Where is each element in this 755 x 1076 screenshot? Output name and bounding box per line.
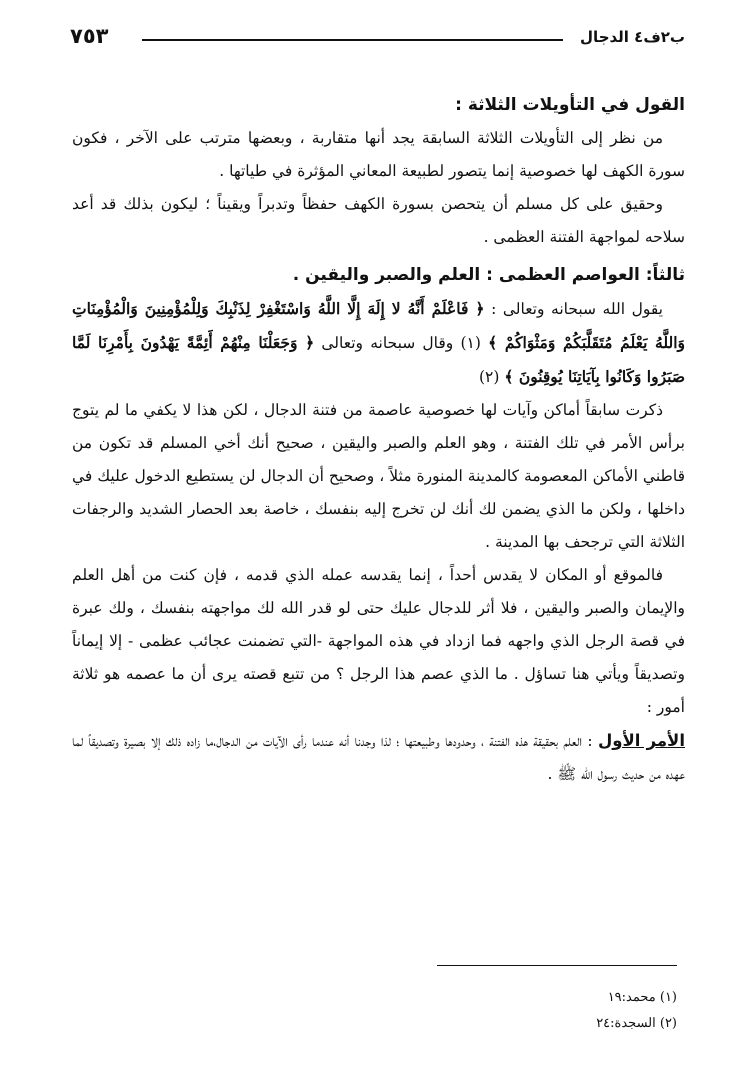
quran-verse-1: ﴿ فَاعْلَمْ أَنَّهُ لا إِلَهَ إِلَّا اللَّهُ وَاسْتَغْفِرْ لِذَنْبِكَ وَلِلْمُؤْمِنِينَ وَالْمُؤْمِنَاتِ وَاللَّهُ يَعْلَمُ مُتَقَلَّبَكُمْ وَمَثْوَاكُمْ ﴾ — [72, 299, 685, 352]
paragraph-5 — [72, 724, 685, 791]
paragraph-3: ذكرت سابقاً أماكن وآيات لها خصوصية عاصمة من فتنة الدجال ، لكن هذا لا يكفي ما لم يتوج برأس الأمر في تلك الفتنة ، وهو العلم والصبر واليقين ، صحيح أنك أخي المسلم قد تكون من قاطني الأماكن المعصومة كالمدينة المنورة مثلاً ، وصحيح أن الدجال لن يستطيع الدخول عليك في داخلها ، ولكن ما الذي يضمن لك أنك لن تخرج إليه بنفسك ، خاصة بعد الحصار الشديد والرجفات الثلاثة التي ترجحف بها المدينة . — [72, 401, 685, 551]
section-heading-safeguards: ثالثاً: العواصم العظمى : العلم والصبر واليقين . — [292, 265, 685, 285]
paragraph-4: فالموقع أو المكان لا يقدس أحداً ، إنما يقدسه عمله الذي قدمه ، فإن كنت من أهل العلم والإيمان والصبر واليقين ، فلا أثر للدجال عليك حتى لو قدر الله لك مواجهته بنفسك ، ولك عبرة في قصة الرجل الذي واجهه فما ازداد في هذه المواجهة -التي تضمنت عجائب عظمى - إلا إيماناً وتصديقاً ويأتي هنا تساؤل . ما الذي عصم هذا الرجل ؟ من تتبع قصته يرى أن ما عصمه هو ثلاثة أمور : — [72, 566, 685, 716]
footnote-ref-1: (١) — [460, 334, 481, 352]
footnote-rule — [437, 965, 677, 966]
footnote-2: (٢) السجدة:٢٤ — [596, 1016, 677, 1031]
header-rule — [142, 39, 563, 41]
footnote-ref-2: (٢) — [478, 368, 500, 386]
first-matter-text: : العلم بحقيقة هذه الفتنة ، وحدودها وطبيعتها ؛ لذا وجدنا أنه عندما رأى الآيات من الدجال،ما زاده ذلك إلا بصيرة وتصديقاً لما عهده من حديث رسول الله ﷺ . — [72, 732, 685, 783]
verse-intro: يقول الله سبحانه وتعالى : — [491, 300, 663, 318]
verse-paragraph — [72, 292, 685, 394]
running-head: ب٢ف٤ الدجال — [580, 28, 685, 46]
first-matter-label: الأمر الأول — [597, 731, 685, 750]
verse2-intro: وقال سبحانه وتعالى — [321, 334, 454, 352]
body-text — [72, 88, 685, 791]
paragraph-1: من نظر إلى التأويلات الثلاثة السابقة يجد أنها متقاربة ، وبعضها مترتب على الآخر ، فكون سورة الكهف لها خصوصية إنما يتصور لطبيعة المعاني المؤثرة في طياتها . — [72, 129, 685, 180]
section-heading-interpretations: القول في التأويلات الثلاثة : — [455, 95, 685, 115]
page-number: ٧٥٣ — [70, 24, 109, 48]
page-header — [70, 22, 685, 58]
quran-verse-2: ﴿ وَجَعَلْنَا مِنْهُمْ أَئِمَّةً يَهْدُونَ بِأَمْرِنَا لَمَّا صَبَرُوا وَكَانُوا بِآيَاتِنَا يُوقِنُونَ ﴾ — [72, 333, 685, 386]
footnotes — [596, 985, 677, 1037]
footnote-1: (١) محمد:١٩ — [607, 990, 677, 1005]
paragraph-2: وحقيق على كل مسلم أن يتحصن بسورة الكهف حفظاً وتدبراً ويقيناً ؛ ليكون بذلك قد أعد سلاحه لمواجهة الفتنة العظمى . — [72, 195, 685, 246]
